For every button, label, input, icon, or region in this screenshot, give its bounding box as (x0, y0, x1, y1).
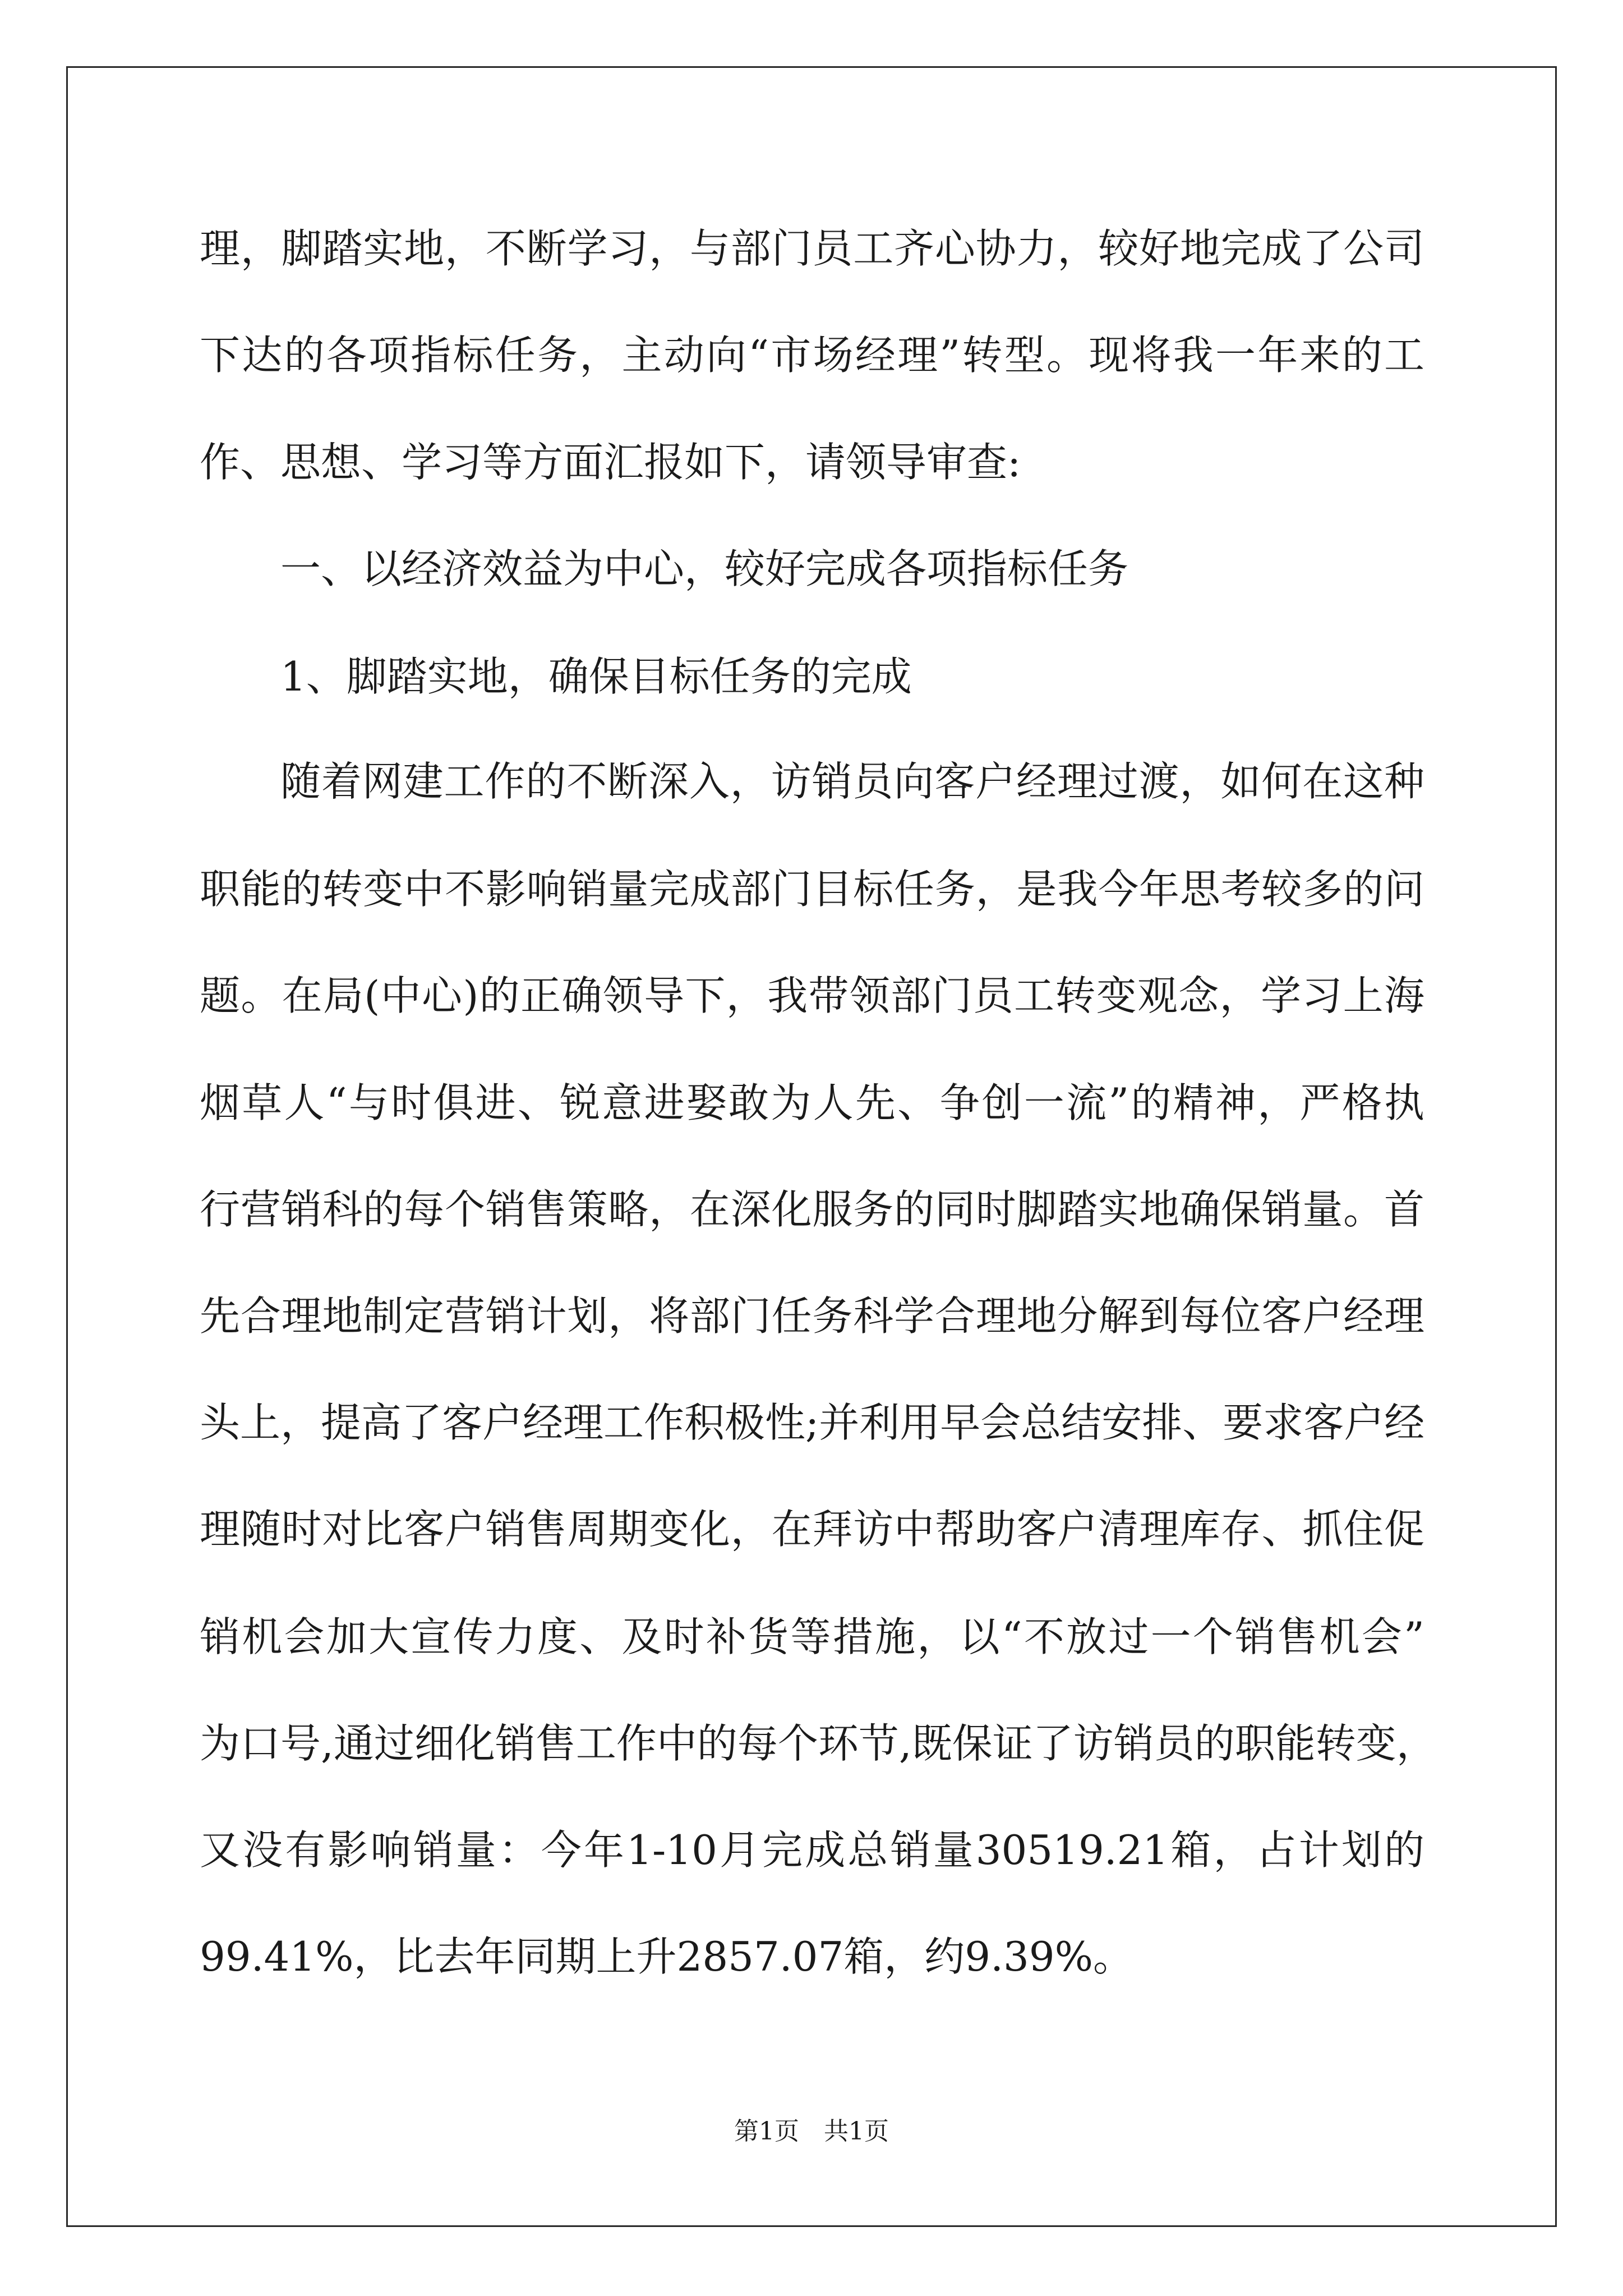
page-border (66, 66, 1557, 2227)
paragraph-line: 又没有影响销量：今年1-10月完成总销量30519.21箱，占计划的 (200, 1826, 1424, 1874)
paragraph-line: 烟草人“与时俱进、锐意进娶敢为人先、争创一流”的精神，严格执 (200, 1079, 1424, 1126)
paragraph-line: 随着网建工作的不断深入，访销员向客户经理过渡，如何在这种 (280, 758, 1424, 805)
paragraph-line: 头上，提高了客户经理工作积极性;并利用早会总结安排、要求客户经 (200, 1399, 1425, 1446)
paragraph-line: 题。在局(中心)的正确领导下，我带领部门员工转变观念，学习上海 (200, 972, 1424, 1019)
paragraph-line: 99.41%，比去年同期上升2857.07箱，约9.39%。 (200, 1933, 1134, 1980)
paragraph-line: 先合理地制定营销计划，将部门任务科学合理地分解到每位客户经理 (200, 1292, 1424, 1340)
section-heading: 一、以经济效益为中心，较好完成各项指标任务 (280, 545, 1129, 592)
paragraph-line: 行营销科的每个销售策略，在深化服务的同时脚踏实地确保销量。首 (200, 1186, 1424, 1233)
paragraph-line: 作、思想、学习等方面汇报如下，请领导审查: (200, 439, 1021, 486)
paragraph-line: 理随时对比客户销售周期变化，在拜访中帮助客户清理库存、抓住促 (200, 1506, 1424, 1553)
paragraph-line: 销机会加大宣传力度、及时补货等措施，以“不放过一个销售机会” (200, 1613, 1424, 1660)
page-number-footer: 第1页 共1页 (734, 2117, 889, 2146)
paragraph-line: 为口号,通过细化销售工作中的每个环节,既保证了访销员的职能转变， (200, 1720, 1437, 1767)
paragraph-line: 下达的各项指标任务，主动向“市场经理”转型。现将我一年来的工 (200, 332, 1424, 379)
subsection-heading: 1、脚踏实地，确保目标任务的完成 (280, 653, 912, 700)
paragraph-line: 理，脚踏实地，不断学习，与部门员工齐心协力，较好地完成了公司 (200, 225, 1424, 272)
paragraph-line: 职能的转变中不影响销量完成部门目标任务，是我今年思考较多的问 (200, 866, 1424, 913)
